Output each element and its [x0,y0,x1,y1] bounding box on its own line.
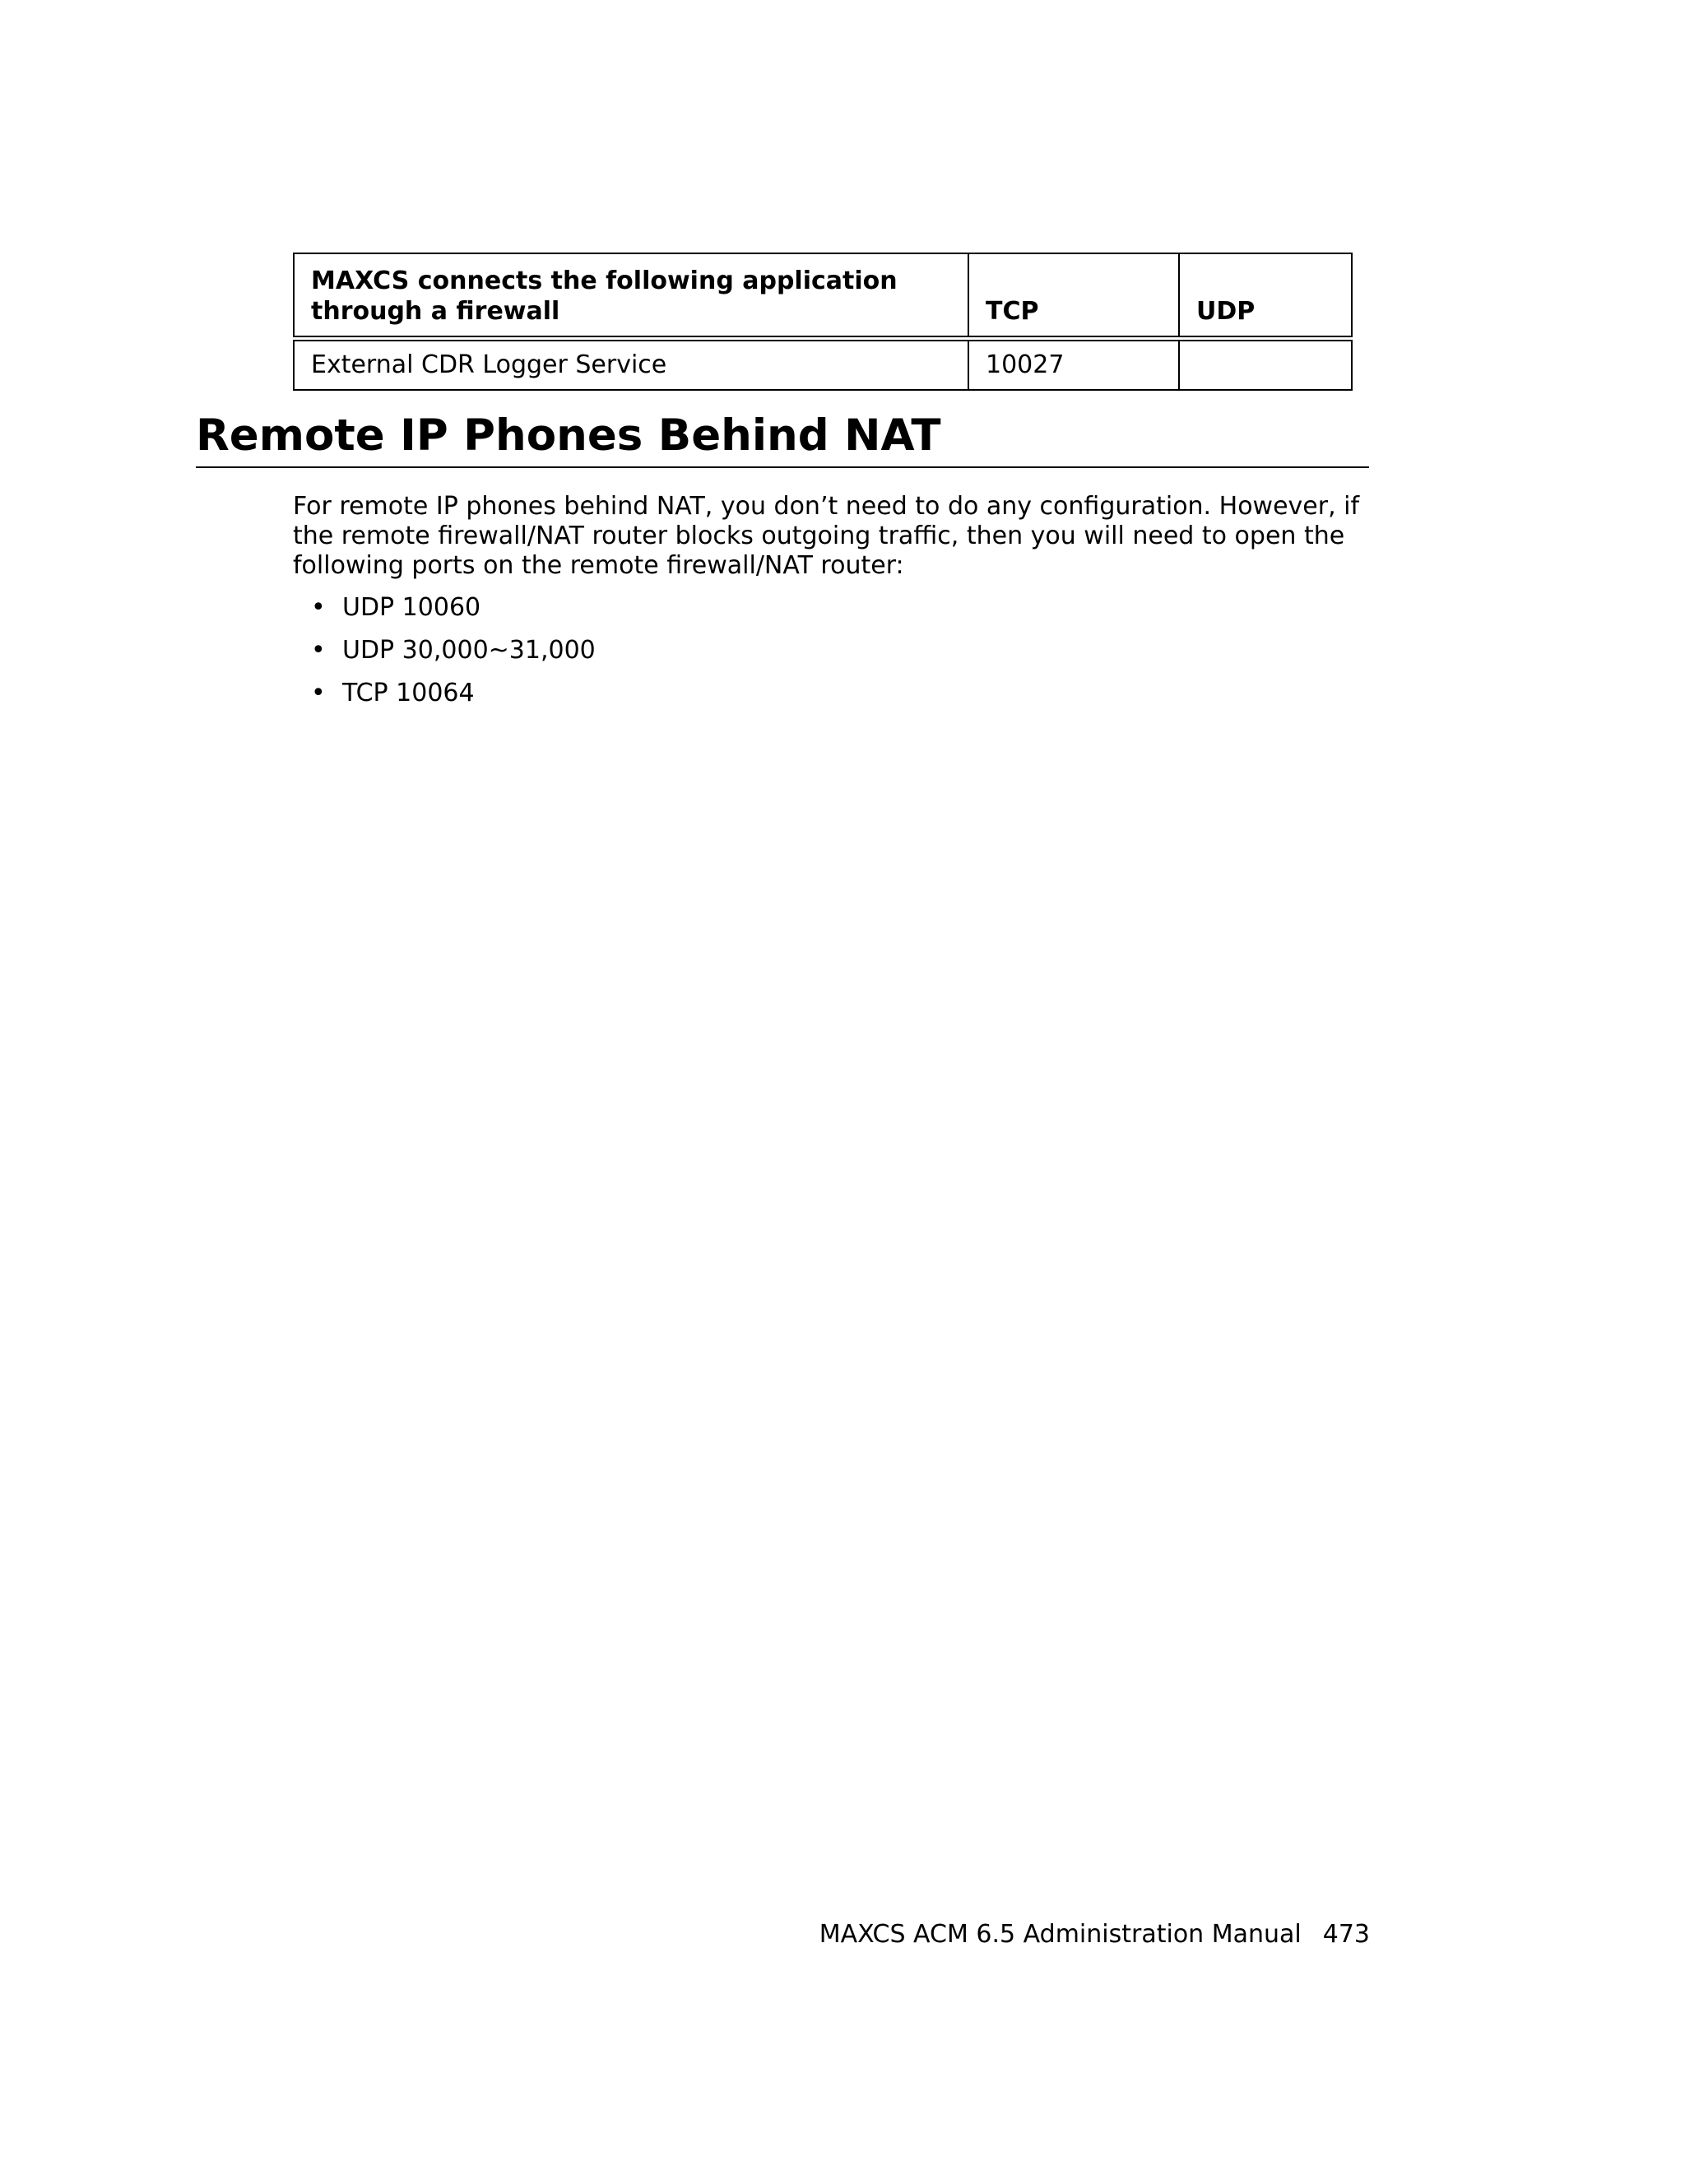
cell-udp [1179,339,1352,391]
table-row [294,339,1352,391]
bullet-icon: • [311,636,326,665]
bullet-icon: • [311,679,326,707]
firewall-ports-table [293,253,1353,391]
cell-tcp: 10027 [968,339,1179,391]
list-item-text: UDP 10060 [342,593,481,622]
bullet-icon: • [311,593,326,622]
list-item [293,678,596,721]
header-application: MAXCS connects the following application through a firewall [294,253,968,339]
table-header-row [294,253,1352,339]
port-bullet-list [293,592,596,721]
list-item-text: UDP 30,000~31,000 [342,636,596,665]
list-item [293,635,596,678]
list-item-text: TCP 10064 [342,679,475,707]
list-item [293,592,596,635]
section-title: Remote IP Phones Behind NAT [196,409,1369,468]
section-paragraph: For remote IP phones behind NAT, you don’t need to do any configuration. However, if the remote firewall/NAT router blocks outgoing traffic, then you will need to open the following ports on the remote firewall/NAT router: [293,492,1360,580]
cell-application: External CDR Logger Service [294,339,968,391]
footer-manual-title: MAXCS ACM 6.5 Administration Manual [819,1920,1302,1949]
page-footer [819,1919,1370,1950]
header-tcp: TCP [968,253,1179,339]
page-number: 473 [1322,1920,1370,1949]
header-udp: UDP [1179,253,1352,339]
